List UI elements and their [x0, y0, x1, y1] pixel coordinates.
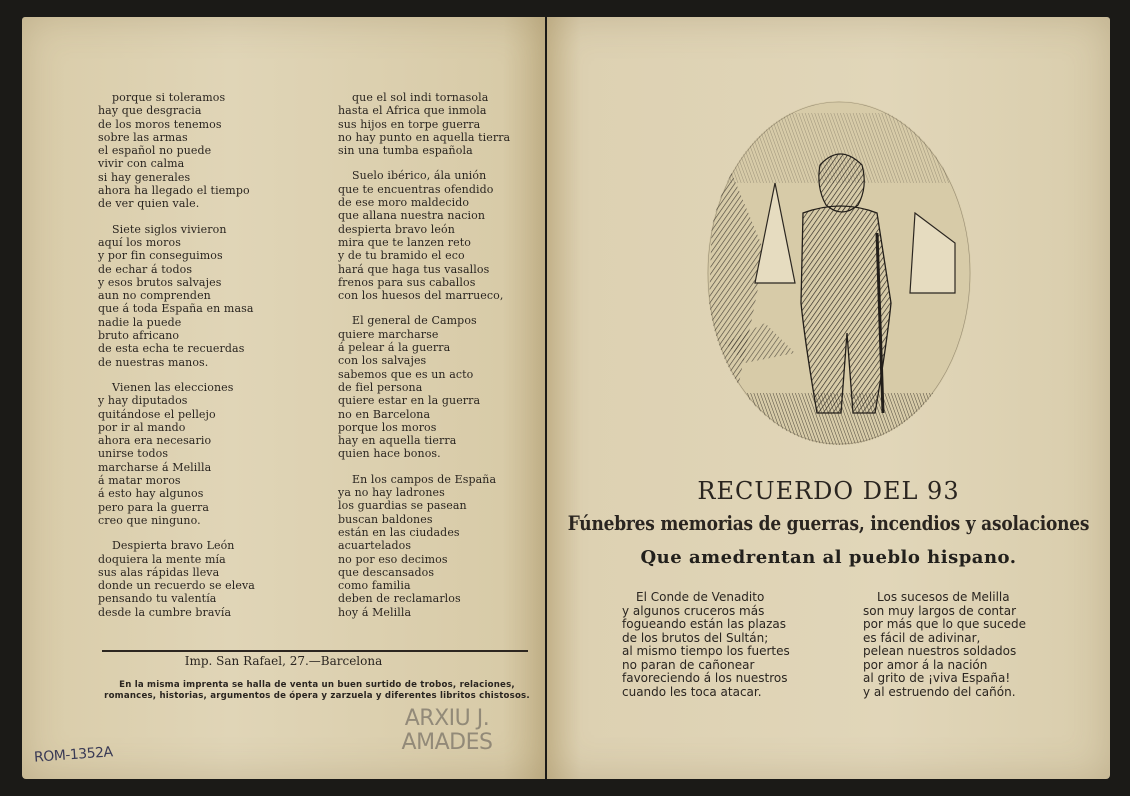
verse-line: y al estruendo del cañón. — [863, 684, 1016, 699]
stanza — [338, 473, 510, 619]
verse-line: sus hijos en torpe guerra — [338, 117, 481, 131]
verse-line: que á toda España en masa — [98, 302, 254, 316]
verse-line: que el sol indi tornasola — [352, 91, 489, 104]
tagline: Que amedrentan al pueblo hispano. — [640, 547, 1017, 568]
stanza — [98, 91, 255, 211]
verse-line: quien hace bonos. — [338, 447, 441, 461]
verse-line: Los sucesos de Melilla — [877, 590, 1010, 604]
verse-line: de fiel persona — [338, 380, 423, 394]
verse-line: El general de Campos — [352, 314, 477, 328]
stanza — [98, 539, 255, 619]
verse-line: no hay punto en aquella tierra — [338, 130, 511, 144]
inventory-number: ROM-1352A — [33, 744, 114, 766]
verse-line: En los campos de España — [352, 472, 497, 486]
verse-line: á matar moros — [98, 474, 181, 488]
stanza — [338, 314, 510, 460]
verse-line: que descansados — [338, 565, 435, 579]
subtitle: Fúnebres memorias de guerras, incendios y asolaciones — [567, 512, 1090, 536]
verse-line: no paran de cañonear — [622, 657, 755, 672]
verse-line: á pelear á la guerra — [338, 341, 451, 355]
verse-line: son muy largos de contar — [863, 603, 1017, 618]
verse-line: aun no comprenden — [98, 289, 211, 303]
verse-line: no por eso decimos — [338, 552, 448, 566]
verse-line: y algunos cruceros más — [622, 603, 765, 618]
verse-line: despierta bravo león — [338, 222, 455, 236]
right-verse-column-1 — [622, 591, 790, 699]
verse-line: nadie la puede — [98, 315, 182, 329]
verse-line: sobre las armas — [98, 130, 188, 144]
verse-line: pelean nuestros soldados — [863, 644, 1017, 658]
verse-line: unirse todos — [98, 447, 169, 461]
verse-line: Despierta bravo León — [112, 539, 235, 553]
stanza — [338, 91, 510, 157]
verse-line: por amor á la nación — [863, 657, 988, 672]
verse-line: al grito de ¡viva España! — [863, 671, 1011, 685]
verse-line: de los brutos del Sultán; — [622, 630, 769, 645]
verse-line: de ese moro maldecido — [338, 196, 470, 210]
verse-line: y de tu bramido el eco — [338, 249, 465, 263]
verse-line: quiere marcharse — [338, 327, 439, 341]
verse-line: que allana nuestra nacion — [338, 209, 486, 223]
verse-line: si hay generales — [98, 170, 191, 184]
verse-line: y por fin conseguimos — [98, 249, 223, 263]
verse-line: desde la cumbre bravía — [98, 605, 232, 619]
verse-line: acuartelados — [338, 539, 412, 553]
verse-line: ya no hay ladrones — [338, 486, 445, 500]
verse-line: como familia — [338, 579, 411, 593]
verse-line: sus alas rápidas lleva — [98, 565, 220, 579]
verse-line: mira que te lanzen reto — [338, 235, 471, 249]
right-verse-column-2 — [863, 591, 1026, 699]
verse-line: favoreciendo á los nuestros — [622, 671, 788, 685]
verse-line: Suelo ibérico, ála unión — [352, 169, 487, 183]
verse-line: hará que haga tus vasallos — [338, 262, 490, 276]
verse-line: creo que ninguno. — [98, 513, 201, 527]
verse-line: donde un recuerdo se eleva — [98, 579, 255, 593]
verse-column-2 — [338, 91, 510, 631]
verse-line: cuando les toca atacar. — [622, 684, 762, 699]
verse-line: por ir al mando — [98, 420, 186, 434]
verse-line: doquiera la mente mía — [98, 552, 226, 566]
verse-line: no en Barcelona — [338, 407, 431, 421]
verse-line: están en las ciudades — [338, 525, 460, 539]
verse-line: marcharse á Melilla — [98, 460, 212, 474]
verse-line: al mismo tiempo los fuertes — [622, 644, 790, 658]
soldier-portrait-engraving — [705, 93, 973, 445]
verse-line: pensando tu valentía — [98, 592, 217, 606]
verse-line: pero para la guerra — [98, 500, 210, 514]
verse-line: quiere estar en la guerra — [338, 394, 481, 408]
verse-line: el español no puede — [98, 144, 212, 158]
verse-line: deben de reclamarlos — [338, 592, 461, 606]
left-page — [22, 17, 545, 779]
verse-column-1 — [98, 91, 255, 631]
verse-line: hasta el Africa que inmola — [338, 104, 487, 118]
verse-line: Siete siglos vivieron — [112, 222, 227, 236]
stanza — [98, 223, 255, 369]
verse-line: El Conde de Venadito — [636, 590, 765, 604]
right-page — [547, 17, 1110, 779]
verse-line: ahora era necesario — [98, 434, 212, 448]
verse-line: de nuestras manos. — [98, 355, 209, 369]
verse-line: porque si toleramos — [112, 91, 226, 104]
verse-line: de los moros tenemos — [98, 117, 222, 131]
verse-line: por más que lo que sucede — [863, 617, 1026, 631]
verse-line: es fácil de adivinar, — [863, 630, 981, 645]
imprint: Imp. San Rafael, 27.—Barcelona — [184, 654, 383, 668]
verse-line: quitándose el pellejo — [98, 407, 216, 421]
stamp-line-1: ARXIU J. — [404, 706, 490, 731]
verse-line: hay en aquella tierra — [338, 434, 457, 448]
verse-line: hoy á Melilla — [338, 605, 412, 619]
verse-line: ahora ha llegado el tiempo — [98, 184, 250, 198]
verse-line: sabemos que es un acto — [338, 367, 474, 381]
verse-line: hay que desgracia — [98, 104, 202, 118]
verse-line: y esos brutos salvajes — [98, 275, 222, 289]
verse-line: á esto hay algunos — [98, 487, 204, 501]
verse-line: los guardias se pasean — [338, 499, 467, 513]
stanza — [338, 169, 510, 302]
verse-line: bruto africano — [98, 329, 180, 343]
verse-line: de ver quien vale. — [98, 197, 200, 211]
verse-line: Vienen las elecciones — [112, 380, 234, 394]
verse-line: fogueando están las plazas — [622, 617, 786, 631]
verse-line: con los salvajes — [338, 354, 427, 368]
verse-line: sin una tumba española — [338, 144, 473, 158]
verse-line: con los huesos del marrueco, — [338, 289, 504, 303]
printer-note: En la misma imprenta se halla de venta un buen surtido de trobos, relaciones, romances, historias, argumentos de ópera y zarzuela y diferentes libritos chistosos. — [104, 680, 530, 701]
verse-line: frenos para sus caballos — [338, 275, 476, 289]
verse-line: de echar á todos — [98, 262, 193, 276]
verse-line: que te encuentras ofendido — [338, 182, 494, 196]
stanza — [98, 381, 255, 527]
verse-line: vivir con calma — [98, 157, 185, 171]
verse-line: de esta echa te recuerdas — [98, 342, 245, 356]
stamp-line-2: AMADES — [401, 730, 493, 755]
verse-line: buscan baldones — [338, 512, 433, 526]
title: RECUERDO DEL 93 — [697, 477, 960, 505]
verse-line: aquí los moros — [98, 235, 181, 249]
divider-rule — [102, 650, 528, 652]
archive-stamp — [395, 707, 499, 761]
verse-line: porque los moros — [338, 420, 437, 434]
verse-line: y hay diputados — [98, 394, 188, 408]
